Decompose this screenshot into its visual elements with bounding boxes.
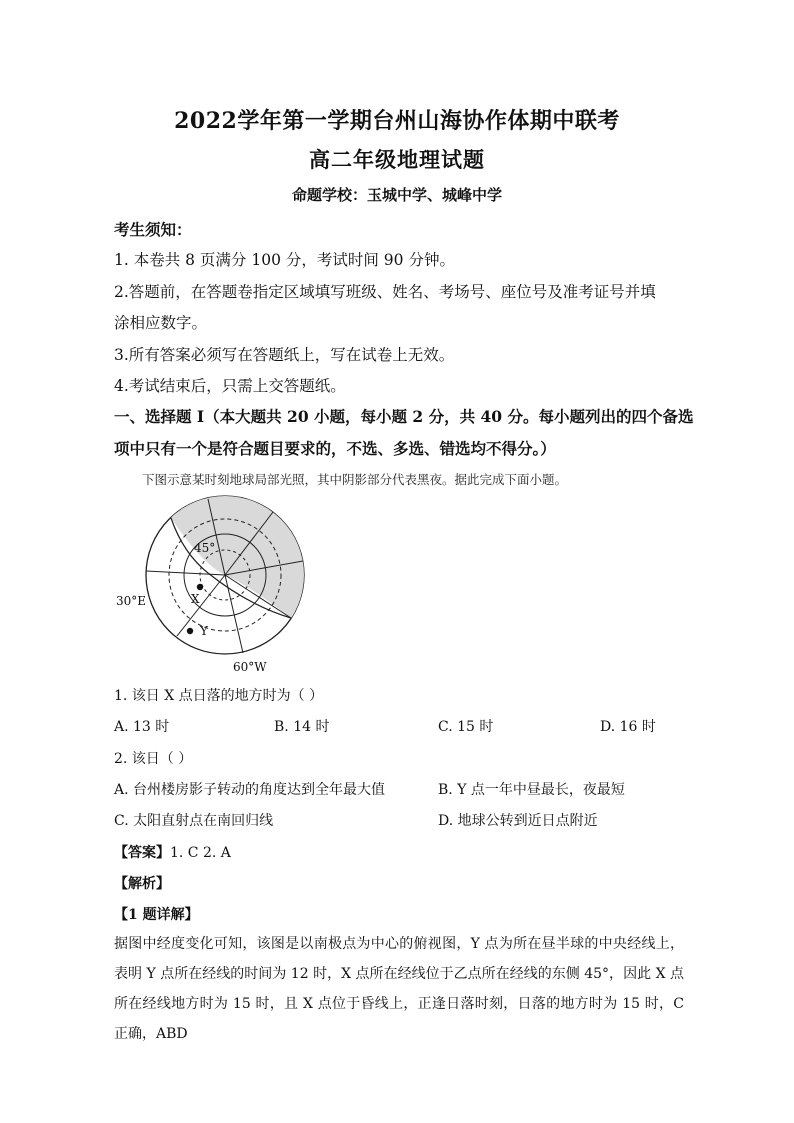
question-1-option-a: A. 13 时 (114, 719, 170, 735)
polar-illumination-diagram (108, 495, 318, 675)
notice-item: 4.考试结束后，只需上交答题纸。 (114, 377, 346, 395)
question-2-option-b: B. Y 点一年中昼最长，夜最短 (438, 782, 625, 798)
question-2-option-c: C. 太阳直射点在南回归线 (114, 813, 274, 829)
question-2-stem: 2. 该日（ ） (114, 751, 193, 767)
figure-caption: 下图示意某时刻地球局部光照，其中阴影部分代表黑夜。据此完成下面小题。 (142, 472, 568, 487)
answer-line (114, 842, 231, 862)
answer-text: 1. C 2. A (170, 845, 231, 861)
question-2-option-d: D. 地球公转到近日点附近 (438, 813, 598, 829)
exam-title: 2022学年第一学期台州山海协作体期中联考 (174, 108, 620, 134)
label-60w: 60°W (233, 660, 267, 674)
question-1-option-c: C. 15 时 (438, 719, 494, 735)
analysis-text: 据图中经度变化可知，该图是以南极点为中心的俯视图，Y 点为所在昼半球的中央经线上，表明 Y 点所在经线的时间为 12 时，X 点所在经线位于乙点所在经线的东侧 45°，因此 X 点所在经线地方时为 15 时，且 X 点位于昏线上，正逢日落时刻，日落的地方时为 15 时，C 正确，ABD (114, 936, 684, 1042)
label-45: 45° (194, 541, 216, 555)
question-1-stem: 1. 该日 X 点日落的地方时为（ ） (114, 688, 324, 704)
exam-schools: 命题学校：玉城中学、城峰中学 (291, 186, 502, 204)
section-heading-line1: 一、选择题 I（本大题共 20 小题，每小题 2 分，共 40 分。每小题列出的四个备选 (114, 407, 694, 426)
label-x: X (191, 592, 200, 606)
notice-item: 1. 本卷共 8 页满分 100 分，考试时间 90 分钟。 (114, 251, 455, 269)
analysis-detail-label: 【1 题详解】 (114, 907, 199, 923)
notice-item: 涂相应数字。 (114, 314, 208, 332)
exam-subtitle: 高二年级地理试题 (309, 147, 485, 172)
point-y-marker (187, 628, 193, 634)
notice-item: 2.答题前，在答题卷指定区域填写班级、姓名、考场号、座位号及准考证号并填 (114, 283, 656, 301)
question-1-option-d: D. 16 时 (600, 719, 656, 735)
answer-label: 【答案】 (114, 845, 170, 861)
label-y: Y (200, 624, 208, 638)
notice-heading: 考生须知： (114, 220, 192, 239)
point-x-marker (197, 584, 203, 590)
analysis-label: 【解析】 (114, 876, 170, 892)
question-2-option-a: A. 台州楼房影子转动的角度达到全年最大值 (114, 782, 386, 798)
notice-item: 3.所有答案必须写在答题纸上，写在试卷上无效。 (114, 346, 455, 364)
section-heading-line2: 项中只有一个是符合题目要求的，不选、多选、错选均不得分。） (114, 439, 556, 458)
question-1-option-b: B. 14 时 (274, 719, 330, 735)
label-30e: 30°E (116, 594, 147, 608)
